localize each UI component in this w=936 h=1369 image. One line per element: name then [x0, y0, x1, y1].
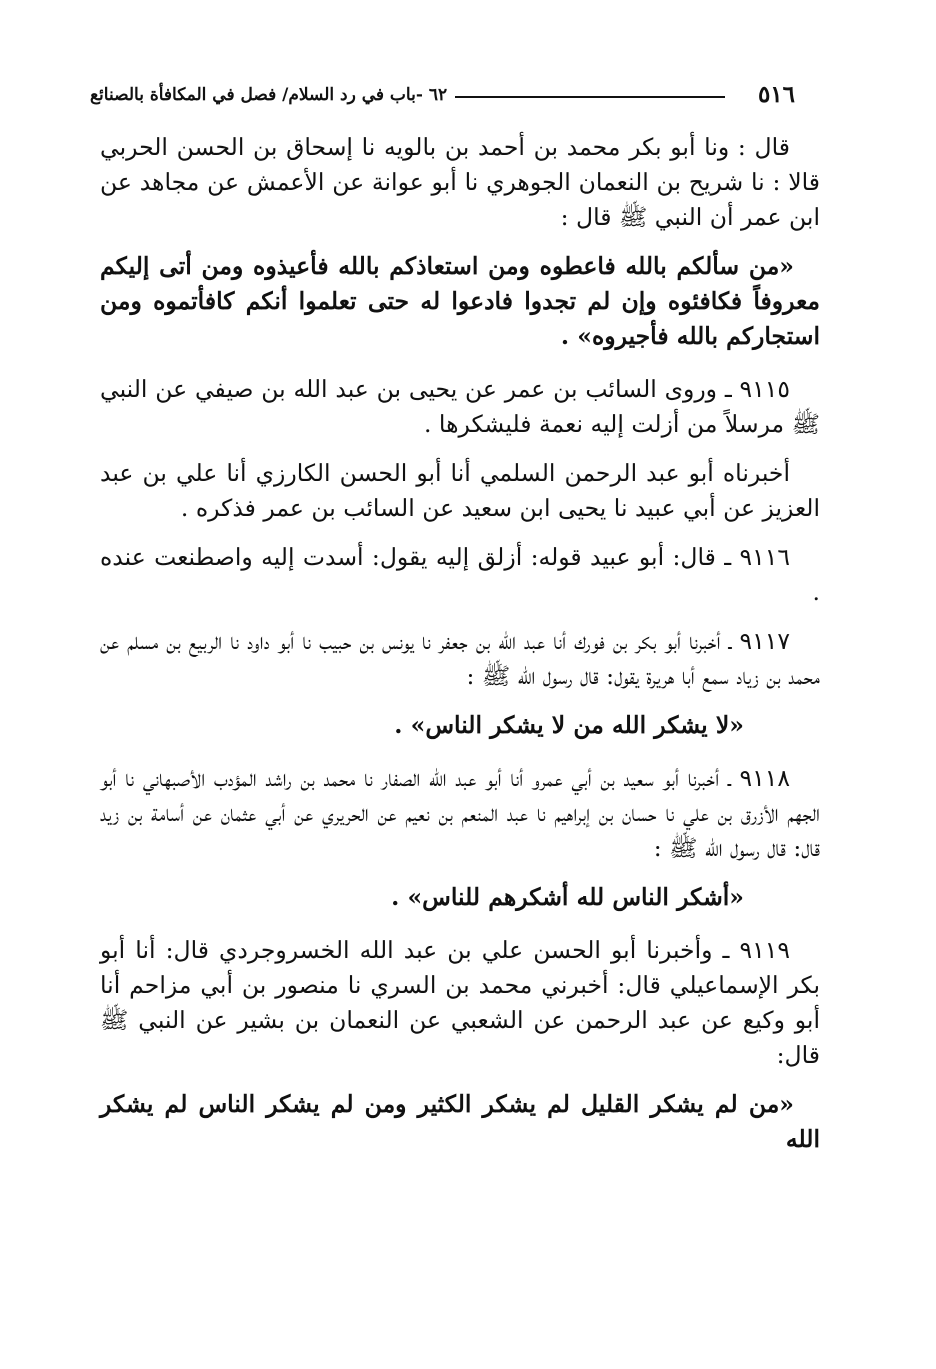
paragraph-9119: ٩١١٩ ـ وأخبرنا أبو الحسن علي بن عبد الله الخسروجردي قال: أنا أبو بكر الإسماعيلي قال: أخبرني محمد بن السري نا منصور بن أبي مزاحم أنا أبو وكيع عن عبد الرحمن عن الشعبي عن النعمان بن بشير عن النبي ﷺ قال:	[100, 936, 820, 1069]
paragraph-9118: ٩١١٨ ـ أخبرنا أبو سعيد بن أبي عمرو أنا أبو عبد الله الصفار نا محمد بن راشد المؤدب الأصبهاني نا أبو الجهم الأزرق بن علي نا حسان بن إبراهيم نا عبد المنعم بن نعيم عن الحريري عن أبي عثمان عن أسامة بن زيد قال: قال رسول الله ﷺ :	[100, 764, 820, 862]
hadith-quote: «من لم يشكر القليل لم يشكر الكثير ومن لم يشكر الناس لم يشكر الله	[100, 1090, 820, 1153]
paragraph-9116: ٩١١٦ ـ قال: أبو عبيد قوله: أزلق إليه يقول: أسدت إليه واصطنعت عنده .	[100, 543, 820, 606]
header-rule	[455, 96, 725, 98]
hadith-quote: «من سألكم بالله فاعطوه ومن استعاذكم بالله فأعيذوه ومن أتى إليكم معروفاً فكافئوه وإن لم تجدوا فادعوا له حتى تعلموا أنكم كافأتموه ومن استجاركم بالله فأجيروه» .	[100, 252, 820, 350]
paragraph-isnad-9115: أخبرناه أبو عبد الرحمن السلمي أنا أبو الحسن الكارزي أنا علي بن عبد العزيز عن أبي عبيد نا يحيى ابن سعيد عن السائب بن عمر فذكره .	[100, 459, 820, 522]
page-header	[90, 80, 795, 114]
main-text	[100, 130, 820, 1157]
paragraph-9115: ٩١١٥ ـ وروى السائب بن عمر عن يحيى بن عبد الله بن صيفي عن النبي ﷺ مرسلاً من أزلت إليه نعمة فليشكرها .	[100, 375, 820, 438]
paragraph-isnad-intro: قال : ونا أبو بكر محمد بن أحمد بن بالويه نا إسحاق بن الحسن الحربي قالا : نا شريح بن النعمان الجوهري نا أبو عوانة عن الأعمش عن مجاهد عن ابن عمر أن النبي ﷺ قال :	[100, 133, 820, 231]
paragraph-9117: ٩١١٧ ـ أخبرنا أبو بكر بن فورك أنا عبد الله بن جعفر نا يونس بن حبيب نا أبو داود نا الربيع بن مسلم عن محمد بن زياد سمع أبا هريرة يقول: قال رسول الله ﷺ :	[100, 627, 820, 690]
hadith-quote: «لا يشكر الله من لا يشكر الناس» .	[394, 711, 744, 739]
running-title: ٦٢ -باب في رد السلام/ فصل في المكافأة بالصنائع	[90, 85, 448, 105]
hadith-quote: «أشكر الناس لله أشكرهم للناس» .	[391, 883, 744, 911]
page-number: ٥١٦	[757, 81, 795, 108]
